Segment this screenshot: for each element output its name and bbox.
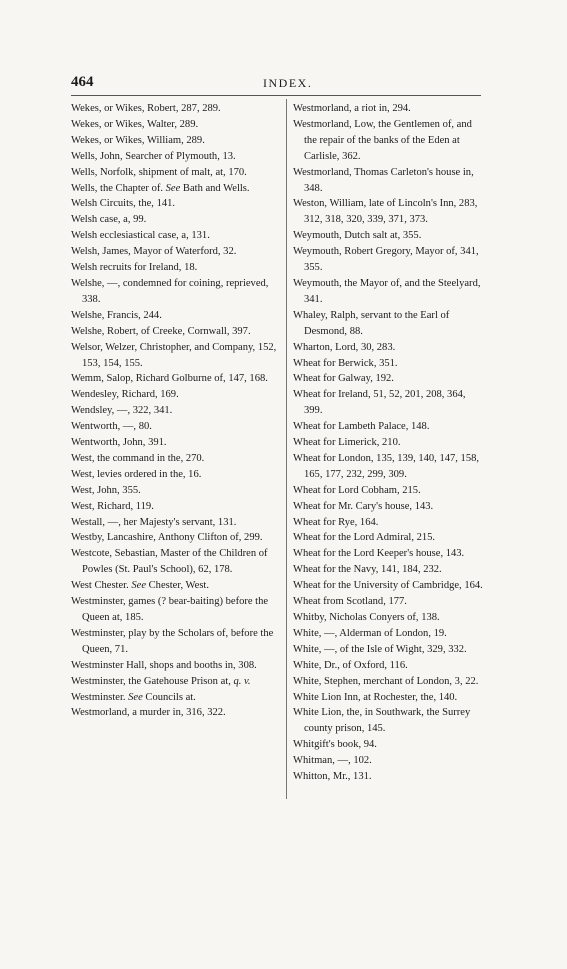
index-entry: Whitman, —, 102. xyxy=(293,755,372,767)
index-entry: Wekes, or Wikes, Robert, 287, 289. xyxy=(71,103,221,114)
index-entry: Wells, Norfolk, shipment of malt, at, 170. xyxy=(71,166,247,178)
index-entry: West Chester. See Chester, West. xyxy=(71,580,209,592)
index-entry: Wheat for Lord Cobham, 215. xyxy=(293,484,421,496)
page-title: INDEX. xyxy=(263,76,313,90)
index-column-right xyxy=(293,101,485,785)
index-entry: Westminster Hall, shops and booths in, 308. xyxy=(71,659,257,671)
index-entry: Welsh ecclesiastical case, a, 131. xyxy=(71,230,210,242)
index-entry: Westminster, play by the Scholars of, before the Queen, 71. xyxy=(71,627,274,655)
index-entry: Wheat from Scotland, 177. xyxy=(293,596,407,608)
index-entry: Wheat for Ireland, 51, 52, 201, 208, 364, 399. xyxy=(293,389,466,417)
index-entry: Wekes, or Wikes, Walter, 289. xyxy=(71,118,199,130)
index-entry: Westminster, the Gatehouse Prison at, q. v. xyxy=(71,675,251,687)
index-column-left xyxy=(71,101,281,721)
index-entry: White, —, Alderman of London, 19. xyxy=(293,627,447,639)
index-entry: Welshe, Robert, of Creeke, Cornwall, 397. xyxy=(71,325,251,337)
page-header xyxy=(0,74,567,94)
index-entry: Westmorland, Low, the Gentlemen of, and the repair of the banks of the Eden at Carlisle, 362. xyxy=(293,118,472,162)
index-entry: Wheat for London, 135, 139, 140, 147, 158, 165, 177, 232, 299, 309. xyxy=(293,452,480,480)
index-entry: Wells, the Chapter of. See Bath and Wells. xyxy=(71,182,250,194)
index-entry: Westall, —, her Majesty's servant, 131. xyxy=(71,516,237,528)
index-entry: Welsh Circuits, the, 141. xyxy=(71,198,176,210)
index-entry: Wheat for the University of Cambridge, 164. xyxy=(293,580,483,592)
index-entry: Welsh case, a, 99. xyxy=(71,214,147,226)
header-rule xyxy=(71,95,481,96)
index-entry: Wendesley, Richard, 169. xyxy=(71,389,179,401)
index-entry: Wemm, Salop, Richard Golburne of, 147, 168. xyxy=(71,373,268,385)
index-entry: Westcote, Sebastian, Master of the Children of Powles (St. Paul's School), 62, 178. xyxy=(71,548,268,576)
index-entry: Weymouth, Dutch salt at, 355. xyxy=(293,230,422,242)
index-entry: West, the command in the, 270. xyxy=(71,452,205,464)
index-entry: Weymouth, Robert Gregory, Mayor of, 341, 355. xyxy=(293,246,479,274)
index-entry: Welsor, Welzer, Christopher, and Company, 152, 153, 154, 155. xyxy=(71,341,277,369)
index-entry: Westmorland, a riot in, 294. xyxy=(293,103,411,114)
index-entry: Westminster, games (? bear-baiting) before the Queen at, 185. xyxy=(71,596,269,623)
index-entry: Whitby, Nicholas Conyers of, 138. xyxy=(293,612,440,623)
index-entry: Wheat for Limerick, 210. xyxy=(293,437,401,449)
index-entry: White Lion, the, in Southwark, the Surrey county prison, 145. xyxy=(293,707,471,735)
index-entry: Wharton, Lord, 30, 283. xyxy=(293,341,396,353)
page-number: 464 xyxy=(71,74,94,90)
index-entry: West, levies ordered in the, 16. xyxy=(71,468,202,480)
index-entry: Wheat for Lambeth Palace, 148. xyxy=(293,421,430,433)
index-entry: White, —, of the Isle of Wight, 329, 332. xyxy=(293,643,467,655)
index-entry: Welshe, —, condemned for coining, reprieved, 338. xyxy=(71,277,269,305)
index-entry: Weston, William, late of Lincoln's Inn, 283, 312, 318, 320, 339, 371, 373. xyxy=(293,198,478,226)
index-entry: Wekes, or Wikes, William, 289. xyxy=(71,134,205,146)
index-entry: Weymouth, the Mayor of, and the Steelyard, 341. xyxy=(293,277,481,305)
column-divider xyxy=(286,99,287,799)
index-entry: Wendsley, —, 322, 341. xyxy=(71,405,173,417)
index-entry: Wells, John, Searcher of Plymouth, 13. xyxy=(71,150,236,162)
index-entry: Welsh, James, Mayor of Waterford, 32. xyxy=(71,246,237,258)
index-entry: Wheat for Mr. Cary's house, 143. xyxy=(293,500,434,512)
index-entry: Westminster. See Councils at. xyxy=(71,691,196,703)
index-entry: West, Richard, 119. xyxy=(71,500,154,512)
index-entry: Wheat for the Navy, 141, 184, 232. xyxy=(293,564,442,576)
index-entry: Wheat for the Lord Admiral, 215. xyxy=(293,532,436,544)
index-entry: White, Stephen, merchant of London, 3, 22. xyxy=(293,675,479,687)
index-entry: Westmorland, a murder in, 316, 322. xyxy=(71,707,226,719)
index-entry: White Lion Inn, at Rochester, the, 140. xyxy=(293,691,458,703)
index-entry: West, John, 355. xyxy=(71,484,141,496)
index-entry: Whaley, Ralph, servant to the Earl of Desmond, 88. xyxy=(293,309,450,337)
index-entry: Westmorland, Thomas Carleton's house in, 348. xyxy=(293,166,474,194)
index-entry: Wheat for Galway, 192. xyxy=(293,373,394,385)
index-entry: Whitton, Mr., 131. xyxy=(293,771,372,783)
index-entry: Welshe, Francis, 244. xyxy=(71,309,162,321)
index-entry: Wheat for the Lord Keeper's house, 143. xyxy=(293,548,465,560)
index-entry: Wentworth, John, 391. xyxy=(71,437,167,449)
index-entry: Wheat for Rye, 164. xyxy=(293,516,379,528)
index-entry: Welsh recruits for Ireland, 18. xyxy=(71,262,198,274)
index-entry: Westby, Lancashire, Anthony Clifton of, 299. xyxy=(71,532,263,544)
index-entry: White, Dr., of Oxford, 116. xyxy=(293,659,408,671)
index-entry: Wentworth, —, 80. xyxy=(71,421,152,433)
index-entry: Wheat for Berwick, 351. xyxy=(293,357,398,369)
index-entry: Whitgift's book, 94. xyxy=(293,739,377,751)
